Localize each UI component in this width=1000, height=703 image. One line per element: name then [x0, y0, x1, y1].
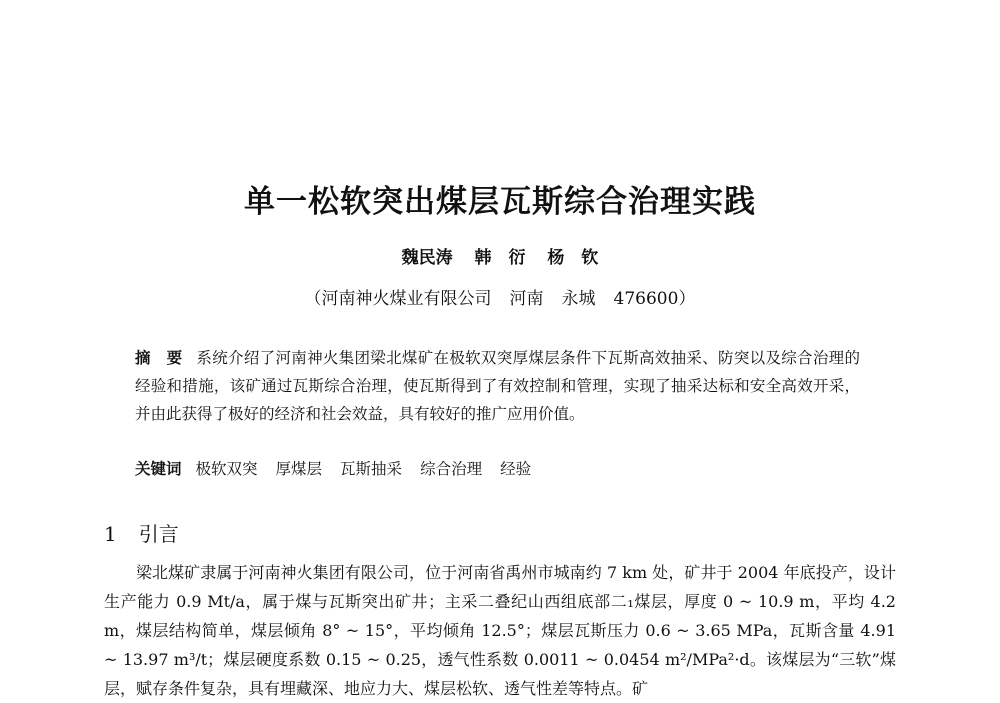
body-paragraph: 梁北煤矿隶属于河南神火集团有限公司，位于河南省禹州市城南约 7 km 处，矿井于 2004 年底投产，设计生产能力 0.9 Mt/a，属于煤与瓦斯突出矿井；主采二叠纪山西组底部二₁煤层，厚度 0 ~ 10.9 m，平均 4.2 m，煤层结构简单，煤层倾角 8° ~ 15°，平均倾角 12.5°；煤层瓦斯压力 0.6 ~ 3.65 MPa，瓦斯含量 4.91 ~ 13.97 m³/t；煤层硬度系数 0.15 ~ 0.25，透气性系数 0.0011 ~ 0.0454 m²/MPa²·d。该煤层为“三软”煤层，赋存条件复杂，具有埋藏深、地应力大、煤层松软、透气性差等特点。矿: [104, 563, 896, 698]
keyword-item: 厚煤层: [275, 460, 323, 478]
section-title: 引言: [138, 522, 179, 546]
affiliation-org: 河南神火煤业有限公司: [321, 289, 492, 309]
author-name: 魏民涛: [401, 248, 453, 268]
affiliation-close-paren: ）: [678, 289, 696, 309]
author-name: 杨 钦: [547, 248, 599, 268]
affiliation-city: 永城: [561, 289, 596, 309]
paper-title: 单一松软突出煤层瓦斯综合治理实践: [244, 184, 756, 220]
section-number: 1: [104, 522, 117, 546]
affiliation-province: 河南: [509, 289, 544, 309]
keywords-label: 关键词: [135, 460, 182, 478]
abstract-text: 系统介绍了河南神火集团梁北煤矿在极软双突厚煤层条件下瓦斯高效抽采、防突以及综合治理的经验和措施，该矿通过瓦斯综合治理，使瓦斯得到了有效控制和管理，实现了抽采达标和安全高效开采，并由此获得了极好的经济和社会效益，具有较好的推广应用价值。: [135, 349, 860, 423]
abstract: [135, 344, 860, 428]
keyword-item: 瓦斯抽采: [340, 460, 403, 478]
keyword-item: 经验: [500, 460, 532, 478]
abstract-label: 摘 要: [135, 349, 183, 367]
keyword-item: 综合治理: [420, 460, 483, 478]
keywords: [135, 456, 860, 482]
affiliation-open-paren: （: [304, 289, 322, 309]
affiliation-postcode: 476600: [613, 289, 679, 309]
affiliation: [0, 287, 1000, 311]
keyword-item: 极软双突: [195, 460, 258, 478]
author-list: [0, 246, 1000, 270]
section-heading: [104, 520, 179, 548]
author-name: 韩 衍: [474, 248, 526, 268]
